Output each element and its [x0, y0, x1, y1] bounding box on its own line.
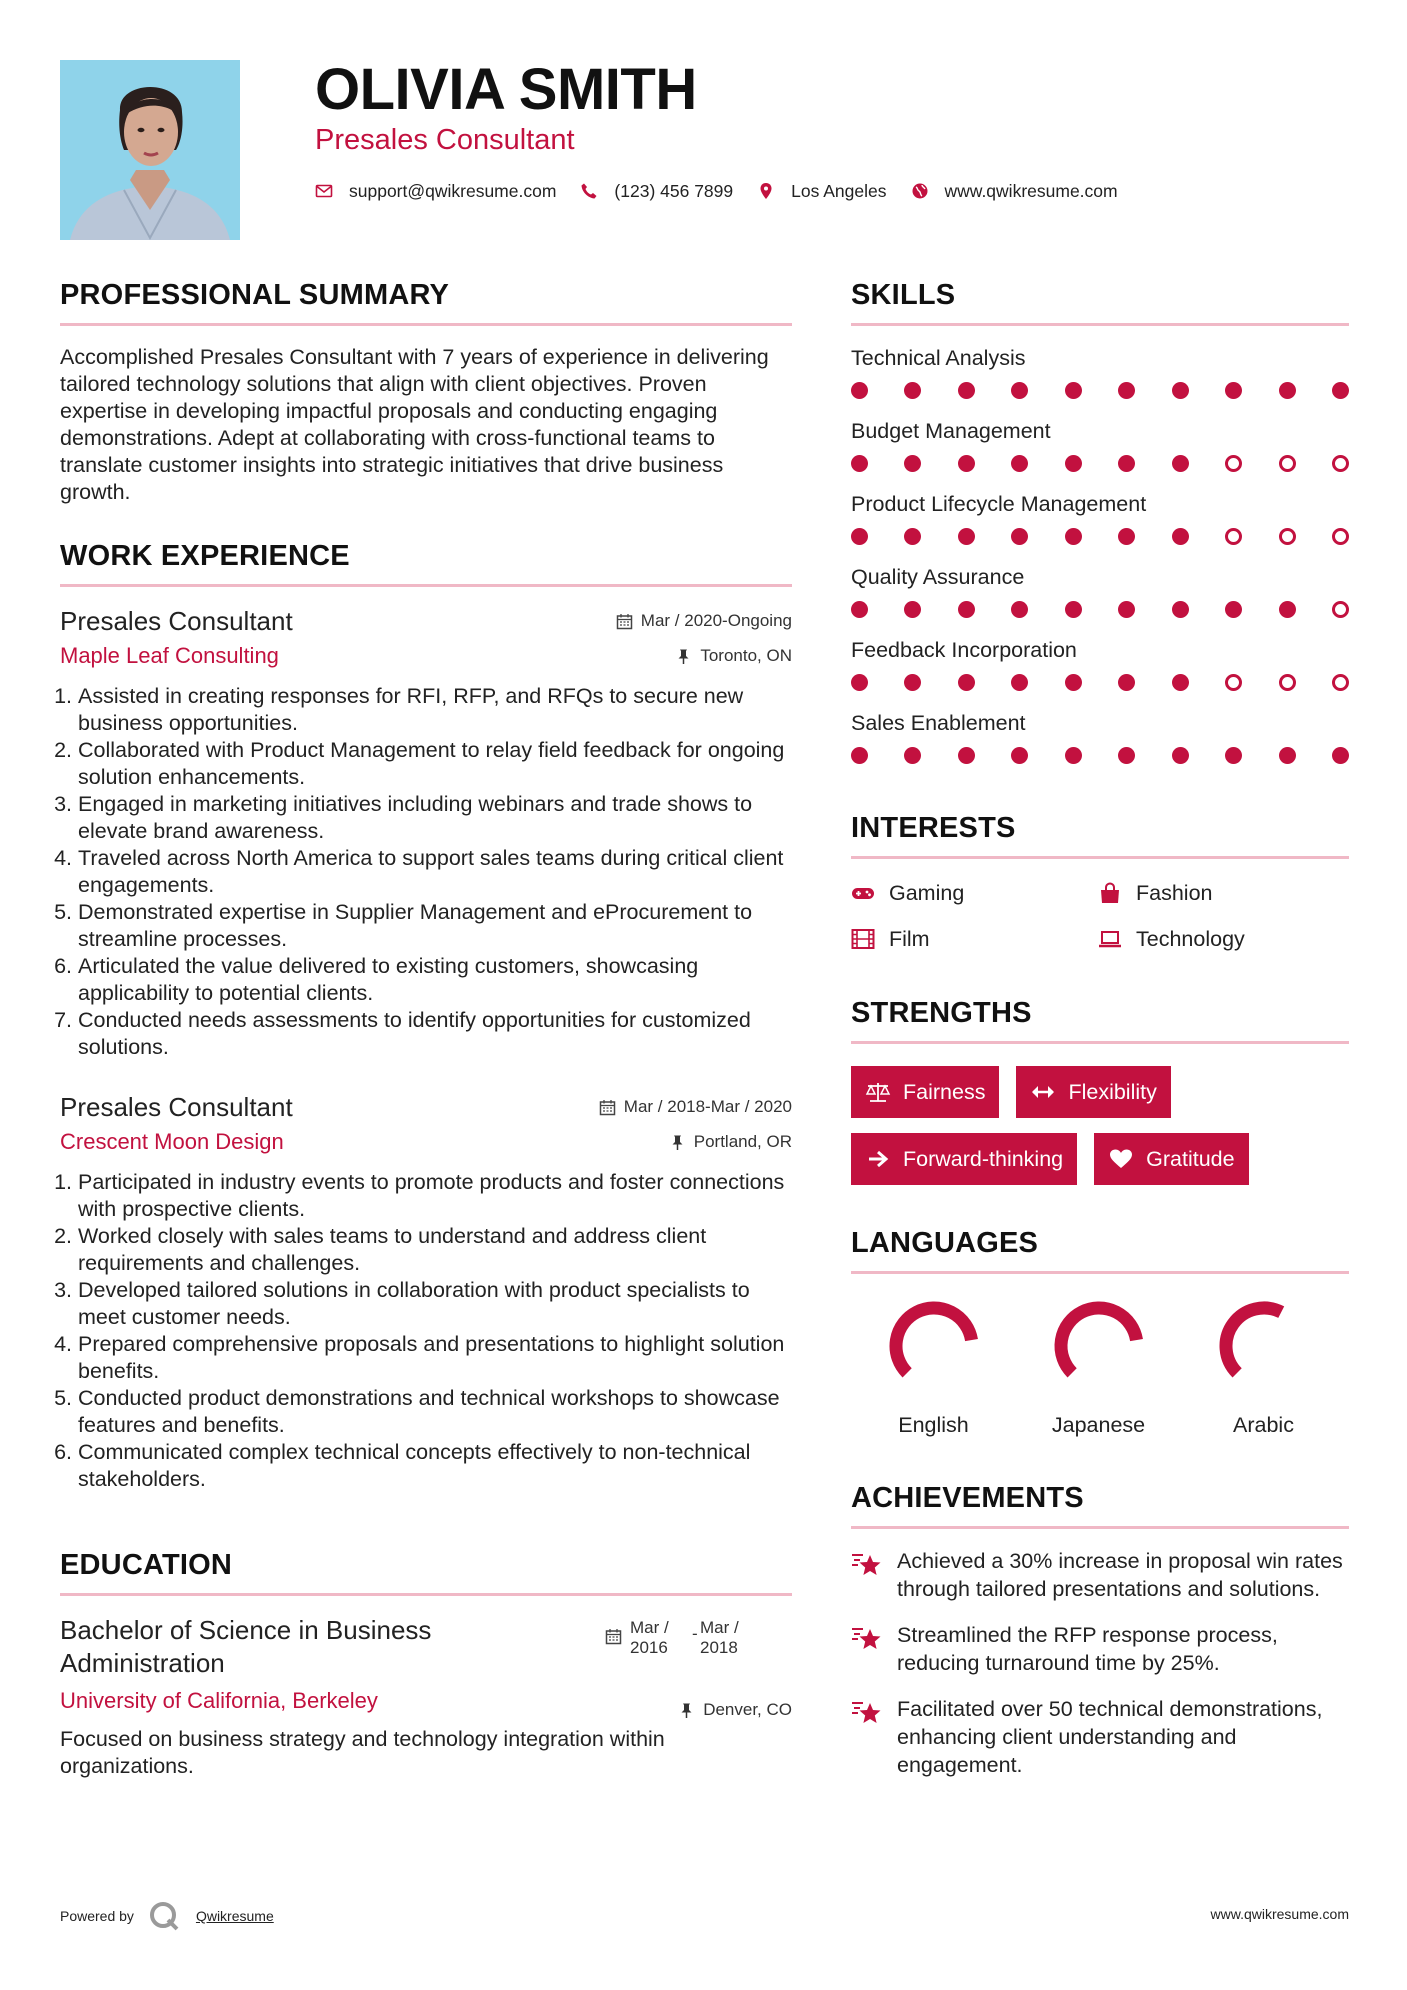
rating-dot-filled [958, 382, 975, 399]
job-bullet: 3. Developed tailored solutions in collaboration with product specialists to meet customer needs. [78, 1277, 792, 1331]
pin-icon [675, 648, 692, 665]
skill-name: Quality Assurance [851, 565, 1025, 589]
summary-section [60, 275, 792, 506]
job-bullets [60, 1169, 792, 1493]
rating-dot-filled [851, 528, 868, 545]
contact-email[interactable] [315, 181, 556, 202]
interest-item [1098, 925, 1345, 953]
education-school: University of California, Berkeley [60, 1688, 378, 1713]
film-icon [851, 928, 875, 950]
rating-dot-filled [1172, 674, 1189, 691]
rating-dot-filled [1065, 674, 1082, 691]
arrow-right-icon [865, 1148, 891, 1170]
contact-email-text: support@qwikresume.com [349, 180, 557, 201]
job-bullets [60, 683, 792, 1061]
rating-dot-filled [1118, 382, 1135, 399]
rating-dot-filled [1172, 528, 1189, 545]
rating-dot-empty [1332, 674, 1349, 691]
job-bullet: 4. Traveled across North America to support sales teams during critical client engagements. [78, 845, 792, 899]
rating-dot-filled [1065, 528, 1082, 545]
achievement-text: Achieved a 30% increase in proposal win rates through tailored presentations and solutions. [897, 1549, 1343, 1601]
job-location [669, 1132, 792, 1152]
shooting-star-icon [851, 1549, 883, 1579]
rating-dot-filled [1225, 747, 1242, 764]
achievement-text: Streamlined the RFP response process, reducing turnaround time by 25%. [897, 1623, 1278, 1675]
job-date-text: Mar / 2018-Mar / 2020 [623, 1097, 792, 1116]
job-bullet: 7. Conducted needs assessments to identify opportunities for customized solutions. [78, 1007, 792, 1061]
skill-item [851, 417, 1349, 472]
job-bullet: 1. Participated in industry events to promote products and foster connections with prospective clients. [78, 1169, 792, 1223]
rating-dot-filled [1011, 455, 1028, 472]
rating-dot-filled [1225, 601, 1242, 618]
interest-label: Gaming [889, 881, 965, 905]
envelope-icon [315, 182, 333, 200]
contact-row [315, 178, 1142, 204]
languages-section [851, 1223, 1349, 1438]
languages-list [851, 1296, 1349, 1438]
skill-item [851, 636, 1349, 691]
achievements-list [851, 1547, 1349, 1779]
rating-dot-empty [1279, 455, 1296, 472]
skill-rating [851, 601, 1349, 618]
contact-location [757, 181, 886, 202]
rating-dot-filled [904, 747, 921, 764]
achievement-item [851, 1547, 1349, 1603]
interest-item [851, 879, 1098, 907]
education-heading: EDUCATION [60, 1545, 792, 1596]
language-ring [1049, 1296, 1149, 1396]
job-entry [60, 605, 792, 1061]
rating-dot-filled [1225, 382, 1242, 399]
job-date [616, 611, 792, 631]
interest-label: Technology [1136, 927, 1245, 951]
skill-name: Feedback Incorporation [851, 638, 1077, 662]
rating-dot-filled [1118, 455, 1135, 472]
map-marker-icon [757, 182, 775, 200]
rating-dot-filled [1118, 747, 1135, 764]
contact-website-text: www.qwikresume.com [944, 180, 1118, 201]
calendar-icon [616, 613, 633, 630]
rating-dot-filled [1279, 601, 1296, 618]
shooting-star-icon [851, 1697, 883, 1727]
rating-dot-empty [1332, 528, 1349, 545]
job-bullet: 5. Conducted product demonstrations and technical workshops to showcase features and benefits. [78, 1385, 792, 1439]
rating-dot-filled [1172, 455, 1189, 472]
qwikresume-logo-icon [148, 1900, 180, 1932]
job-bullet: 4. Prepared comprehensive proposals and presentations to highlight solution benefits. [78, 1331, 792, 1385]
rating-dot-filled [1065, 601, 1082, 618]
rating-dot-filled [1065, 455, 1082, 472]
job-bullet: 2. Collaborated with Product Management to relay field feedback for ongoing solution enhancements. [78, 737, 792, 791]
rating-dot-filled [1118, 601, 1135, 618]
gamepad-icon [851, 882, 875, 904]
skill-rating [851, 747, 1349, 764]
candidate-title: Presales Consultant [315, 124, 575, 156]
rating-dot-filled [958, 601, 975, 618]
rating-dot-filled [1011, 382, 1028, 399]
strength-tag [851, 1133, 1077, 1185]
rating-dot-filled [851, 601, 868, 618]
education-end: Mar / 2018 [700, 1618, 739, 1657]
rating-dot-empty [1332, 455, 1349, 472]
rating-dot-filled [1011, 528, 1028, 545]
rating-dot-filled [1118, 528, 1135, 545]
job-date-text: Mar / 2020-Ongoing [640, 611, 792, 630]
pin-icon [678, 1702, 695, 1719]
experience-section [60, 536, 792, 1493]
strength-tag [1094, 1133, 1248, 1185]
rating-dot-filled [904, 382, 921, 399]
rating-dot-empty [1225, 528, 1242, 545]
job-company: Maple Leaf Consulting [60, 643, 279, 668]
pin-icon [669, 1134, 686, 1151]
summary-heading: PROFESSIONAL SUMMARY [60, 275, 792, 326]
calendar-icon [605, 1628, 622, 1645]
job-bullet: 5. Demonstrated expertise in Supplier Management and eProcurement to streamline processes. [78, 899, 792, 953]
job-bullet: 6. Communicated complex technical concepts effectively to non-technical stakeholders. [78, 1439, 792, 1493]
interests-heading: INTERESTS [851, 808, 1349, 859]
skill-rating [851, 382, 1349, 399]
achievements-section [851, 1478, 1349, 1779]
strength-label: Gratitude [1146, 1146, 1235, 1171]
qwikresume-link[interactable]: Qwikresume [195, 1908, 274, 1924]
rating-dot-empty [1279, 674, 1296, 691]
skills-section [851, 275, 1349, 764]
skill-item [851, 490, 1349, 545]
rating-dot-filled [958, 674, 975, 691]
interests-section [851, 808, 1349, 953]
powered-by-label: Powered by [60, 1908, 134, 1924]
education-location-text: Denver, CO [703, 1700, 792, 1719]
language-item [1181, 1296, 1346, 1438]
language-ring [1214, 1296, 1314, 1396]
education-start: Mar / 2016 [630, 1618, 669, 1657]
heart-icon [1108, 1148, 1134, 1170]
achievement-text: Facilitated over 50 technical demonstrations, enhancing client understanding and engagement. [897, 1697, 1323, 1777]
footer-website[interactable]: www.qwikresume.com [1210, 1906, 1349, 1922]
rating-dot-filled [851, 455, 868, 472]
laptop-icon [1098, 928, 1122, 950]
rating-dot-filled [851, 674, 868, 691]
shopping-bag-icon [1098, 882, 1122, 904]
rating-dot-filled [1011, 674, 1028, 691]
rating-dot-empty [1225, 455, 1242, 472]
job-company: Crescent Moon Design [60, 1129, 284, 1154]
contact-phone-text: (123) 456 7899 [614, 180, 734, 201]
education-date-separator: - [692, 1624, 698, 1643]
education-entry [60, 1614, 792, 1780]
candidate-name: OLIVIA SMITH [315, 57, 697, 122]
rating-dot-filled [1172, 382, 1189, 399]
languages-heading: LANGUAGES [851, 1223, 1349, 1274]
job-title: Presales Consultant [60, 1092, 293, 1122]
education-section [60, 1545, 792, 1780]
left-column [60, 275, 792, 1780]
education-location [678, 1700, 792, 1720]
skill-item [851, 709, 1349, 764]
rating-dot-filled [1065, 382, 1082, 399]
language-name: Arabic [1233, 1413, 1294, 1437]
skills-list [851, 344, 1349, 764]
arrows-h-icon [1030, 1081, 1056, 1103]
rating-dot-filled [1332, 382, 1349, 399]
language-name: Japanese [1051, 1413, 1146, 1437]
interests-list [851, 879, 1349, 953]
strengths-section [851, 993, 1349, 1185]
interest-item [1098, 879, 1345, 907]
achievement-item [851, 1695, 1349, 1779]
language-item [851, 1296, 1016, 1438]
job-location-text: Portland, OR [693, 1132, 792, 1151]
skill-name: Technical Analysis [851, 346, 1026, 370]
job-bullet: 3. Engaged in marketing initiatives including webinars and trade shows to elevate brand awareness. [78, 791, 792, 845]
job-bullet: 2. Worked closely with sales teams to understand and address client requirements and challenges. [78, 1223, 792, 1277]
profile-photo-image [60, 60, 240, 240]
rating-dot-filled [904, 674, 921, 691]
job-location [675, 646, 792, 666]
contact-phone[interactable] [580, 181, 733, 202]
rating-dot-filled [1011, 601, 1028, 618]
rating-dot-filled [904, 528, 921, 545]
rating-dot-filled [1011, 747, 1028, 764]
rating-dot-empty [1332, 601, 1349, 618]
skill-rating [851, 528, 1349, 545]
rating-dot-filled [1279, 382, 1296, 399]
skill-name: Product Lifecycle Management [851, 492, 1147, 516]
balance-scale-icon [865, 1081, 891, 1103]
education-degree: Bachelor of Science in Business Administration [60, 1615, 432, 1678]
rating-dot-filled [904, 455, 921, 472]
rating-dot-filled [1279, 747, 1296, 764]
experience-heading: WORK EXPERIENCE [60, 536, 792, 587]
rating-dot-filled [958, 747, 975, 764]
rating-dot-filled [1118, 674, 1135, 691]
rating-dot-filled [851, 747, 868, 764]
footer-powered-by [60, 1900, 274, 1932]
skill-name: Sales Enablement [851, 711, 1026, 735]
education-dates [605, 1618, 762, 1658]
summary-text: Accomplished Presales Consultant with 7 years of experience in delivering tailored technology solutions that align with client objectives. Proven expertise in developing impactful proposals and conducting engaging demonstrations. Adept at collaborating with cross-functional teams to translate customer insights into strategic initiatives that drive business growth. [60, 345, 769, 504]
rating-dot-filled [958, 528, 975, 545]
strength-tag [1016, 1066, 1170, 1118]
rating-dot-filled [851, 382, 868, 399]
strength-label: Flexibility [1068, 1079, 1157, 1104]
rating-dot-filled [1332, 747, 1349, 764]
skill-name: Budget Management [851, 419, 1051, 443]
rating-dot-filled [1172, 747, 1189, 764]
strength-tag [851, 1066, 999, 1118]
rating-dot-filled [958, 455, 975, 472]
education-description: Focused on business strategy and technology integration within organizations. [60, 1727, 665, 1778]
calendar-icon [599, 1099, 616, 1116]
job-location-text: Toronto, ON [700, 646, 792, 665]
strengths-list [851, 1066, 1349, 1185]
achievement-item [851, 1621, 1349, 1677]
right-column [851, 275, 1349, 1779]
skill-item [851, 563, 1349, 618]
globe-icon [911, 182, 929, 200]
contact-website[interactable] [911, 181, 1118, 202]
job-date [599, 1097, 792, 1117]
phone-icon [580, 182, 598, 200]
job-title: Presales Consultant [60, 606, 293, 636]
job-bullet: 1. Assisted in creating responses for RFI, RFP, and RFQs to secure new business opportunities. [78, 683, 792, 737]
rating-dot-empty [1225, 674, 1242, 691]
interest-label: Fashion [1136, 881, 1213, 905]
language-item [1016, 1296, 1181, 1438]
interest-item [851, 925, 1098, 953]
skills-heading: SKILLS [851, 275, 1349, 326]
rating-dot-filled [904, 601, 921, 618]
rating-dot-filled [1065, 747, 1082, 764]
strengths-heading: STRENGTHS [851, 993, 1349, 1044]
contact-location-text: Los Angeles [791, 180, 887, 201]
job-entry [60, 1091, 792, 1493]
strength-label: Fairness [903, 1079, 986, 1104]
interest-label: Film [889, 927, 930, 951]
strength-label: Forward-thinking [903, 1146, 1064, 1171]
achievements-heading: ACHIEVEMENTS [851, 1478, 1349, 1529]
rating-dot-filled [1172, 601, 1189, 618]
skill-item [851, 344, 1349, 399]
language-name: English [898, 1413, 969, 1437]
profile-photo [60, 60, 240, 240]
skill-rating [851, 674, 1349, 691]
language-ring [884, 1296, 984, 1396]
shooting-star-icon [851, 1623, 883, 1653]
job-bullet: 6. Articulated the value delivered to existing customers, showcasing applicability to potential clients. [78, 953, 792, 1007]
skill-rating [851, 455, 1349, 472]
rating-dot-empty [1279, 528, 1296, 545]
